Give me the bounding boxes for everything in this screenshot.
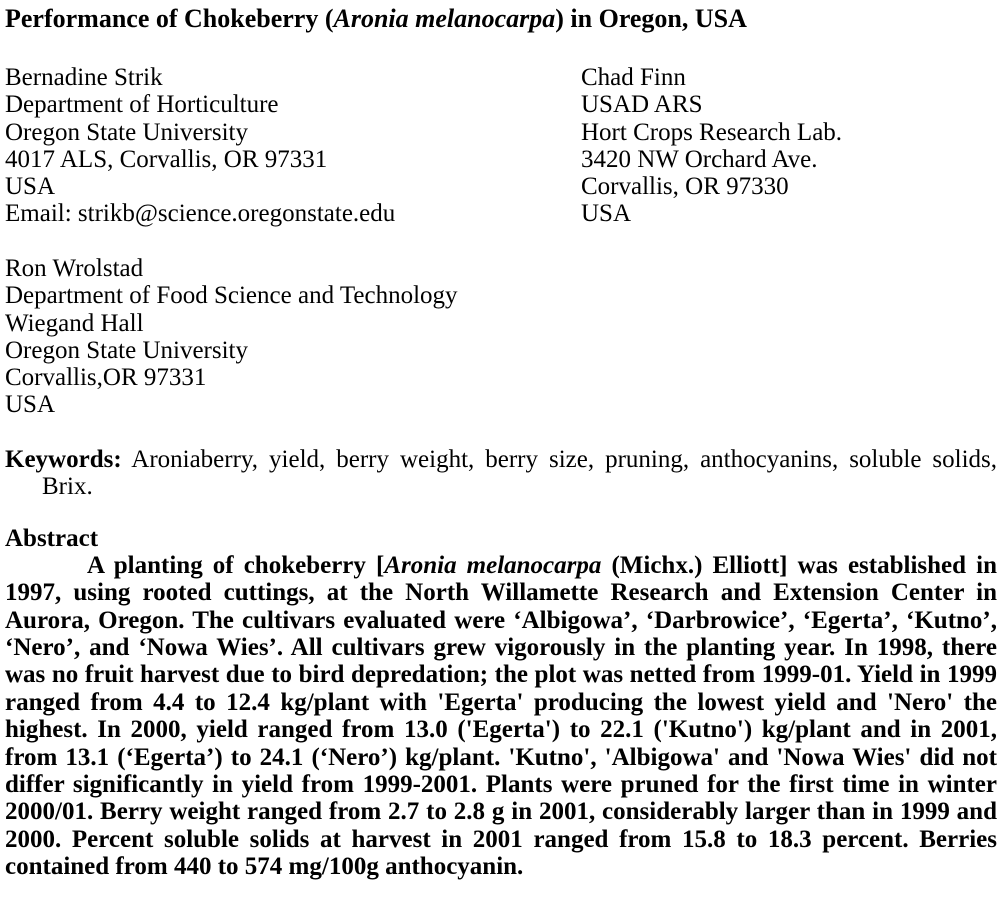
paper-page [5, 3, 997, 881]
author-address-line: 3420 NW Orchard Ave. [581, 145, 818, 173]
author-address-line: Corvallis, OR 97330 [581, 173, 789, 201]
author-affiliation-line: Oregon State University [5, 336, 249, 364]
author-affiliation-line: Wiegand Hall [5, 309, 144, 337]
author-affiliation-line: Hort Crops Research Lab. [581, 118, 843, 146]
author-country: USA [5, 391, 56, 419]
title-species: Aronia melanocarpa [333, 4, 556, 33]
author-name: Ron Wrolstad [5, 255, 144, 282]
author-block [5, 64, 997, 229]
abstract-text-rest: (Michx.) Elliott] was established in 1997, using rooted cuttings, at the North Willamette Research and Extension Center in Aurora, Oregon. The cultivars evaluated were ‘Albigowa’, ‘Darbrowice’, ‘Egerta’, ‘Kutno’, ‘Nero’, and ‘Nowa Wies’. All cultivars grew vigorously in the planting year. In 1998, there was no fruit harvest due to bird depredation; the plot was netted from 1999-01. Yield in 1999 ranged from 4.4 to 12.4 kg/plant with 'Egerta' producing the lowest yield and 'Nero' the highest. In 2000, yield ranged from 13.0 ('Egerta') to 22.1 ('Kutno') kg/plant and in 2001, from 13.1 (‘Egerta’) to 24.1 (‘Nero’) kg/plant. 'Kutno', 'Albigowa' and 'Nowa Wies' did not differ significantly in yield from 1999-2001. Plants were pruned for the first time in winter 2000/01. Berry weight ranged from 2.7 to 2.8 g in 2001, considerably larger than in 1999 and 2000. Percent soluble solids at harvest in 2001 ranged from 15.8 to 18.3 percent. Berries contained from 440 to 574 mg/100g anthocyanin. [5, 551, 997, 881]
abstract-body [5, 552, 997, 881]
keywords-label: Keywords: [5, 445, 122, 473]
abstract-species: Aronia melanocarpa [384, 551, 602, 579]
title-suffix: ) in Oregon, USA [555, 4, 747, 33]
abstract-text-start: A planting of chokeberry [ [87, 551, 385, 579]
author-wrolstad [5, 255, 997, 419]
author-name: Chad Finn [581, 64, 686, 91]
author-email: Email: strikb@science.oregonstate.edu [5, 200, 396, 228]
author-affiliation-line: Oregon State University [5, 118, 249, 146]
keywords-text: Aroniaberry, yield, berry weight, berry size, pruning, anthocyanins, soluble solids, Brix. [42, 445, 997, 500]
author-affiliation-line: USAD ARS [581, 91, 703, 119]
author-strik [5, 64, 395, 228]
title-prefix: Performance of Chokeberry ( [5, 4, 334, 33]
author-country: USA [5, 173, 56, 201]
paper-title [5, 3, 997, 35]
abstract-heading: Abstract [5, 524, 99, 552]
author-affiliation-line: Department of Horticulture [5, 91, 279, 119]
author-country: USA [581, 200, 632, 228]
author-finn [581, 64, 842, 228]
author-affiliation-line: Department of Food Science and Technology [5, 282, 458, 310]
author-name: Bernadine Strik [5, 64, 163, 91]
author-address-line: Corvallis,OR 97331 [5, 364, 207, 392]
author-address-line: 4017 ALS, Corvallis, OR 97331 [5, 145, 328, 173]
keywords-paragraph [5, 446, 997, 500]
